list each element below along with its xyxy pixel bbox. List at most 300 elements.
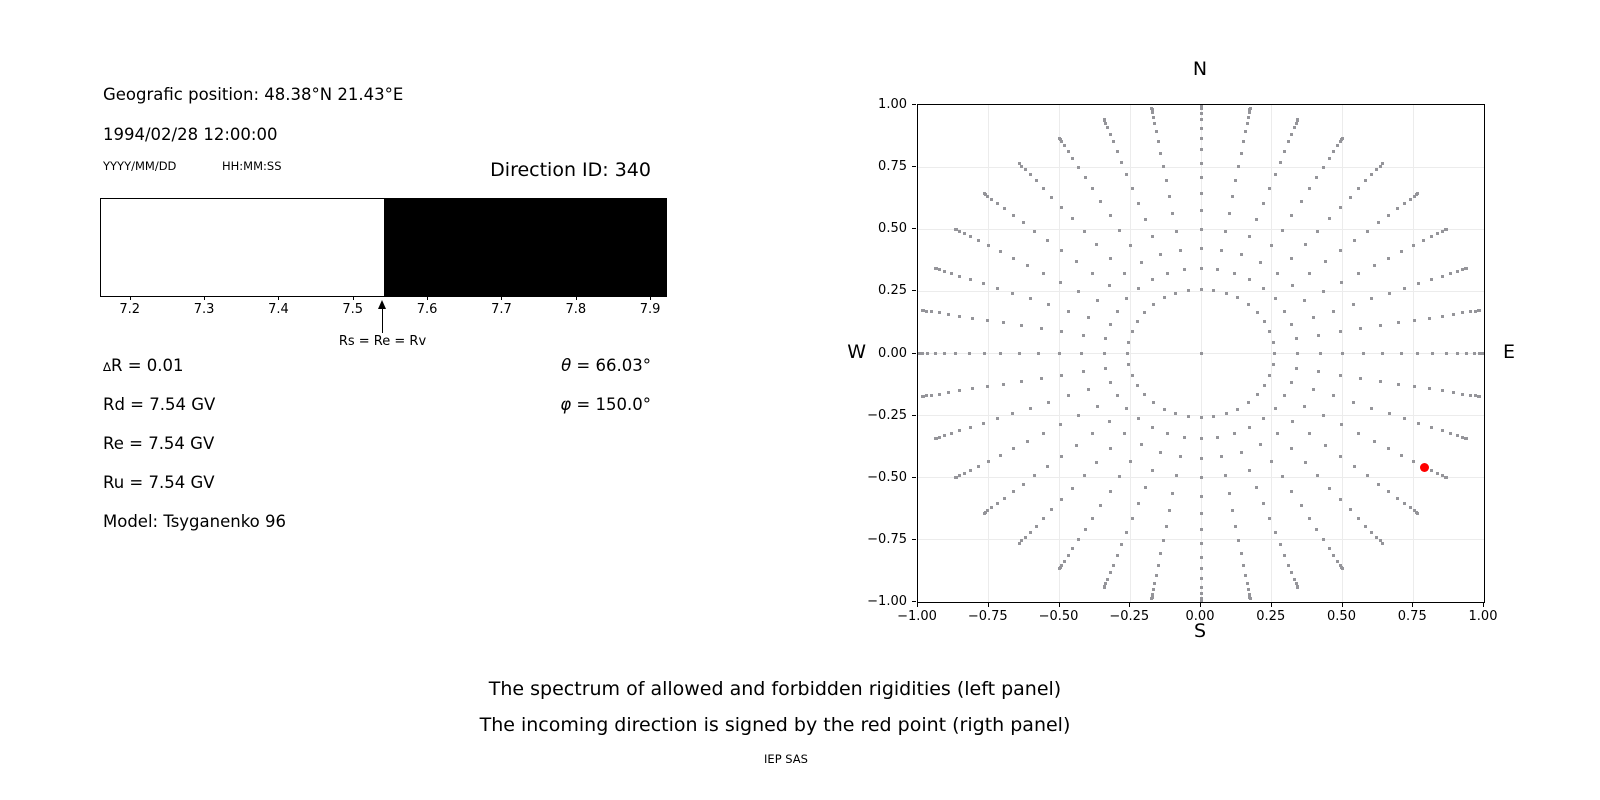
- direction-dot: [1339, 374, 1342, 377]
- direction-dot: [1400, 454, 1403, 457]
- direction-dot: [1024, 536, 1027, 539]
- direction-dot: [1228, 212, 1231, 215]
- direction-dot: [1200, 118, 1203, 121]
- direction-dot: [1478, 395, 1481, 398]
- direction-dot: [1315, 176, 1318, 179]
- direction-dot: [1109, 257, 1112, 260]
- direction-dot: [1159, 552, 1162, 555]
- direction-dot: [1116, 554, 1119, 557]
- direction-dot: [1120, 543, 1123, 546]
- direction-dot: [1012, 447, 1015, 450]
- direction-dot: [1246, 122, 1249, 125]
- direction-dot: [1316, 230, 1319, 233]
- direction-dot: [1248, 111, 1251, 114]
- direction-dot: [1465, 437, 1468, 440]
- direction-dot: [1200, 112, 1203, 115]
- direction-dot: [1341, 567, 1344, 570]
- direction-dot: [1234, 525, 1237, 528]
- spectrum-x-tick-label: 7.5: [342, 302, 364, 317]
- direction-dot: [1469, 394, 1472, 397]
- spectrum-x-tick-label: 7.3: [193, 302, 215, 317]
- delta-symbol: ∆: [103, 360, 112, 374]
- direction-dot: [1163, 408, 1166, 411]
- direction-dot: [1441, 389, 1444, 392]
- direction-dot: [943, 434, 946, 437]
- direction-dot: [1071, 157, 1074, 160]
- direction-dot: [999, 454, 1002, 457]
- direction-dot: [1150, 597, 1153, 600]
- compass-label-north: N: [1192, 58, 1208, 80]
- polar-x-tick-label: 0.75: [1397, 609, 1427, 624]
- direction-dot: [1273, 352, 1276, 355]
- direction-dot: [1109, 133, 1112, 136]
- direction-dot: [1140, 261, 1143, 264]
- direction-dot: [1046, 465, 1049, 468]
- direction-dot: [1428, 387, 1431, 390]
- direction-dot: [1255, 218, 1258, 221]
- direction-dot: [990, 198, 993, 201]
- direction-dot: [1029, 407, 1032, 410]
- polar-x-tick-label: −1.00: [897, 609, 937, 624]
- direction-dot: [1237, 539, 1240, 542]
- direction-dot: [1067, 554, 1070, 557]
- direction-dot: [1456, 434, 1459, 437]
- spectrum-x-tick: [501, 296, 502, 300]
- direction-dot: [1236, 408, 1239, 411]
- direction-dot: [1029, 173, 1032, 176]
- spectrum-x-tick-label: 7.9: [639, 302, 661, 317]
- direction-dot: [958, 230, 961, 233]
- direction-dot: [1200, 228, 1203, 231]
- direction-dot: [1300, 504, 1303, 507]
- direction-dot: [1291, 420, 1294, 423]
- grid-line-horizontal: [918, 291, 1484, 292]
- direction-dot: [1247, 401, 1250, 404]
- polar-x-tick-label: −0.75: [967, 609, 1008, 624]
- direction-dot: [1300, 200, 1303, 203]
- direction-dot: [1341, 137, 1344, 140]
- direction-dot: [1403, 202, 1406, 205]
- direction-dot: [1396, 497, 1399, 500]
- direction-dot: [969, 469, 972, 472]
- direction-dot: [1071, 547, 1074, 550]
- direction-dot: [1290, 447, 1293, 450]
- direction-dot: [1290, 490, 1293, 493]
- direction-dot: [1336, 560, 1339, 563]
- direction-dot: [963, 472, 966, 475]
- polar-x-tick: [1200, 603, 1201, 607]
- direction-dot: [1162, 539, 1165, 542]
- direction-dot: [1247, 303, 1250, 306]
- direction-dot: [1129, 244, 1132, 247]
- direction-dot: [1163, 296, 1166, 299]
- direction-dot: [1234, 179, 1237, 182]
- direction-dot: [1175, 474, 1178, 477]
- direction-dot: [1263, 320, 1266, 323]
- direction-dot: [1225, 412, 1228, 415]
- direction-dot: [1256, 393, 1259, 396]
- direction-dot: [1403, 502, 1406, 505]
- direction-dot: [1387, 257, 1390, 260]
- direction-dot: [1129, 460, 1132, 463]
- direction-dot: [1381, 542, 1384, 545]
- theta-symbol: θ: [561, 356, 572, 375]
- direction-dot: [1317, 334, 1320, 337]
- direction-dot: [1060, 498, 1063, 501]
- direction-dot: [1274, 407, 1277, 410]
- direction-dot: [1109, 381, 1112, 384]
- direction-dot: [1050, 508, 1053, 511]
- polar-y-tick-label: 0.25: [878, 283, 907, 299]
- direction-dot: [983, 512, 986, 515]
- direction-dot: [1042, 272, 1045, 275]
- caption-line-2: The incoming direction is signed by the red point (rigth panel): [479, 714, 1071, 736]
- direction-dot: [1262, 287, 1265, 290]
- compass-label-east: E: [1503, 341, 1516, 363]
- direction-dot: [1370, 531, 1373, 534]
- param-ru: Ru = 7.54 GV: [103, 473, 215, 492]
- direction-dot: [977, 465, 980, 468]
- direction-dot: [1276, 432, 1279, 435]
- direction-dot: [1248, 278, 1251, 281]
- direction-dot: [1312, 316, 1315, 319]
- param-phi-value: = 150.0°: [571, 395, 651, 414]
- direction-dot: [1171, 492, 1174, 495]
- direction-dot: [1388, 412, 1391, 415]
- direction-dot: [943, 352, 946, 355]
- direction-dot: [1063, 144, 1066, 147]
- direction-dot: [1290, 381, 1293, 384]
- direction-dot: [1388, 292, 1391, 295]
- direction-dot: [1200, 416, 1203, 419]
- direction-dot: [986, 319, 989, 322]
- direction-dot: [996, 417, 999, 420]
- direction-dot: [1200, 267, 1203, 270]
- direction-dot: [1047, 401, 1050, 404]
- direction-dot: [1029, 531, 1032, 534]
- direction-dot: [1255, 486, 1258, 489]
- spectrum-x-tick: [576, 296, 577, 300]
- direction-dot: [1126, 352, 1129, 355]
- polar-x-tick: [1412, 603, 1413, 607]
- direction-dot: [1131, 517, 1134, 520]
- polar-x-tick-label: 0.50: [1327, 609, 1356, 624]
- direction-dot: [1179, 249, 1182, 252]
- direction-dot: [1441, 275, 1444, 278]
- direction-dot: [1290, 571, 1293, 574]
- direction-dot: [1220, 249, 1223, 252]
- spectrum-x-tick: [130, 296, 131, 300]
- direction-dot: [1035, 179, 1038, 182]
- direction-dot: [1165, 525, 1168, 528]
- allowed-region: [101, 199, 384, 296]
- direction-dot: [1461, 393, 1464, 396]
- direction-dot: [1091, 272, 1094, 275]
- direction-dot: [1040, 377, 1043, 380]
- direction-dot: [990, 506, 993, 509]
- incoming-direction-point: [1420, 463, 1429, 472]
- direction-dot: [1362, 352, 1365, 355]
- direction-dot: [950, 432, 953, 435]
- direction-dot: [1483, 352, 1486, 355]
- direction-dot: [1067, 310, 1070, 313]
- direction-dot: [1153, 122, 1156, 125]
- geo-position-text: Geografic position: 48.38°N 21.43°E: [103, 85, 404, 104]
- direction-dot: [1071, 487, 1074, 490]
- direction-dot: [1152, 401, 1155, 404]
- direction-dot: [1131, 187, 1134, 190]
- direction-dot: [1200, 495, 1203, 498]
- direction-dot: [958, 474, 961, 477]
- direction-dot: [1106, 126, 1109, 129]
- direction-dot: [1287, 140, 1290, 143]
- direction-dot: [1357, 517, 1360, 520]
- direction-dot: [963, 232, 966, 235]
- direction-dot: [1268, 330, 1271, 333]
- direction-dot: [1179, 455, 1182, 458]
- direction-dot: [1242, 140, 1245, 143]
- direction-dot: [1377, 483, 1380, 486]
- direction-dot: [1396, 207, 1399, 210]
- direction-dot: [1087, 388, 1090, 391]
- direction-dot: [1216, 268, 1219, 271]
- direction-dot: [1248, 235, 1251, 238]
- direction-dot: [1308, 432, 1311, 435]
- spectrum-x-tick-label: 7.7: [491, 302, 512, 317]
- param-delta-r-value: R = 0.01: [111, 356, 184, 375]
- direction-dot: [1449, 272, 1452, 275]
- direction-dot: [1183, 436, 1186, 439]
- direction-dot: [954, 476, 957, 479]
- direction-dot: [1020, 324, 1023, 327]
- direction-dot: [1200, 556, 1203, 559]
- direction-dot: [958, 275, 961, 278]
- direction-dot: [1058, 567, 1061, 570]
- direction-dot: [1037, 352, 1040, 355]
- polar-x-tick: [988, 603, 989, 607]
- spectrum-x-tick-label: 7.6: [416, 302, 438, 317]
- direction-dot: [1157, 564, 1160, 567]
- direction-dot: [1137, 287, 1140, 290]
- direction-dot: [1409, 506, 1412, 509]
- direction-dot: [1296, 586, 1299, 589]
- direction-dot: [1108, 284, 1111, 287]
- direction-dot: [1096, 405, 1099, 408]
- direction-dot: [1352, 401, 1355, 404]
- direction-dot: [1272, 341, 1275, 344]
- direction-dot: [1162, 165, 1165, 168]
- direction-dot: [1125, 407, 1128, 410]
- param-theta: [451, 357, 651, 376]
- direction-dot: [1461, 311, 1464, 314]
- polar-y-tick: [912, 290, 916, 291]
- direction-dot: [1370, 407, 1373, 410]
- direction-id-label: Direction ID: 340: [490, 159, 651, 181]
- direction-dot: [1283, 150, 1286, 153]
- direction-dot: [1430, 278, 1433, 281]
- direction-dot: [1304, 243, 1307, 246]
- direction-dot: [1236, 296, 1239, 299]
- direction-dot: [1187, 289, 1190, 292]
- direction-dot: [1011, 412, 1014, 415]
- direction-dot: [1283, 310, 1286, 313]
- direction-dot: [1473, 352, 1476, 355]
- direction-dot: [1441, 315, 1444, 318]
- direction-dot: [1357, 187, 1360, 190]
- direction-dot: [1303, 299, 1306, 302]
- polar-y-tick-label: −0.75: [867, 531, 907, 547]
- direction-dot: [1416, 192, 1419, 195]
- direction-dot: [1151, 111, 1154, 114]
- direction-dot: [921, 309, 924, 312]
- direction-dot: [934, 437, 937, 440]
- polar-x-tick-label: −0.50: [1038, 609, 1079, 624]
- direction-dot: [1279, 161, 1282, 164]
- direction-dot: [1281, 475, 1284, 478]
- direction-dot: [1248, 469, 1251, 472]
- direction-dot: [1109, 323, 1112, 326]
- param-model: Model: Tsyganenko 96: [103, 512, 287, 531]
- direction-dot: [1268, 187, 1271, 190]
- direction-dot: [1042, 187, 1045, 190]
- direction-dot: [1040, 327, 1043, 330]
- direction-dot: [1291, 284, 1294, 287]
- direction-dot: [1104, 122, 1107, 125]
- direction-dot: [1136, 384, 1139, 387]
- direction-dot: [1445, 228, 1448, 231]
- direction-dot: [1077, 166, 1080, 169]
- asymptotic-direction-plot: [917, 104, 1485, 603]
- direction-dot: [921, 395, 924, 398]
- direction-dot: [1366, 474, 1369, 477]
- direction-dot: [1106, 578, 1109, 581]
- direction-dot: [1152, 116, 1155, 119]
- direction-dot: [1339, 330, 1342, 333]
- direction-dot: [1249, 107, 1252, 110]
- direction-dot: [1077, 538, 1080, 541]
- direction-dot: [1303, 405, 1306, 408]
- direction-dot: [1370, 297, 1373, 300]
- direction-dot: [1108, 420, 1111, 423]
- direction-dot: [938, 311, 941, 314]
- direction-dot: [996, 502, 999, 505]
- direction-dot: [1403, 417, 1406, 420]
- direction-dot: [1137, 502, 1140, 505]
- direction-dot: [1416, 512, 1419, 515]
- direction-dot: [983, 352, 986, 355]
- direction-dot: [1465, 352, 1468, 355]
- direction-dot: [971, 317, 974, 320]
- direction-dot: [1200, 162, 1203, 165]
- direction-dot: [1293, 126, 1296, 129]
- direction-dot: [1200, 457, 1203, 460]
- direction-dot: [1155, 130, 1158, 133]
- direction-dot: [1249, 597, 1252, 600]
- direction-dot: [1445, 352, 1448, 355]
- spectrum-x-tick: [204, 296, 205, 300]
- direction-dot: [1276, 272, 1279, 275]
- polar-x-tick: [1271, 603, 1272, 607]
- direction-dot: [1018, 352, 1021, 355]
- direction-dot: [1379, 324, 1382, 327]
- direction-dot: [1430, 426, 1433, 429]
- direction-dot: [1168, 195, 1171, 198]
- direction-dot: [1018, 542, 1021, 545]
- direction-dot: [1413, 385, 1416, 388]
- direction-dot: [1171, 212, 1174, 215]
- observation-datetime: 1994/02/28 12:00:00: [103, 125, 278, 144]
- direction-dot: [1244, 574, 1247, 577]
- direction-dot: [1116, 310, 1119, 313]
- polar-y-tick-label: 0.75: [878, 159, 907, 175]
- direction-dot: [1059, 423, 1062, 426]
- direction-dot: [1084, 528, 1087, 531]
- direction-dot: [1200, 567, 1203, 570]
- direction-dot: [1131, 374, 1134, 377]
- direction-dot: [1248, 426, 1251, 429]
- direction-dot: [1379, 380, 1382, 383]
- direction-dot: [1060, 249, 1063, 252]
- direction-dot: [1417, 282, 1420, 285]
- direction-dot: [1216, 436, 1219, 439]
- direction-dot: [1328, 487, 1331, 490]
- direction-dot: [1137, 202, 1140, 205]
- direction-dot: [1200, 107, 1203, 110]
- direction-dot: [1125, 297, 1128, 300]
- direction-dot: [1349, 508, 1352, 511]
- direction-dot: [1212, 415, 1215, 418]
- direction-dot: [950, 272, 953, 275]
- direction-dot: [1140, 443, 1143, 446]
- direction-dot: [1272, 363, 1275, 366]
- direction-dot: [1296, 118, 1299, 121]
- direction-dot: [1428, 317, 1431, 320]
- direction-dot: [1012, 257, 1015, 260]
- param-rd: Rd = 7.54 GV: [103, 395, 216, 414]
- direction-dot: [1381, 352, 1384, 355]
- polar-x-tick: [1342, 603, 1343, 607]
- direction-dot: [1200, 209, 1203, 212]
- direction-dot: [1452, 313, 1455, 316]
- direction-dot: [1033, 230, 1036, 233]
- direction-dot: [982, 422, 985, 425]
- direction-dot: [1339, 498, 1342, 501]
- direction-dot: [1268, 374, 1271, 377]
- direction-dot: [1060, 206, 1063, 209]
- direction-dot: [1096, 299, 1099, 302]
- direction-dot: [1328, 157, 1331, 160]
- direction-dot: [987, 460, 990, 463]
- direction-dot: [1397, 383, 1400, 386]
- direction-dot: [1157, 140, 1160, 143]
- direction-dot: [954, 352, 957, 355]
- direction-dot: [1322, 166, 1325, 169]
- direction-dot: [1200, 148, 1203, 151]
- direction-dot: [1104, 367, 1107, 370]
- direction-dot: [1441, 429, 1444, 432]
- direction-dot: [1339, 455, 1342, 458]
- spectrum-x-tick: [278, 296, 279, 300]
- direction-dot: [1151, 235, 1154, 238]
- date-format-label: YYYY/MM/DD: [103, 159, 177, 173]
- direction-dot: [1224, 230, 1227, 233]
- direction-dot: [1104, 337, 1107, 340]
- direction-dot: [1231, 195, 1234, 198]
- direction-dot: [1366, 230, 1369, 233]
- direction-dot: [1370, 173, 1373, 176]
- direction-dot: [1018, 162, 1021, 165]
- direction-dot: [1118, 229, 1121, 232]
